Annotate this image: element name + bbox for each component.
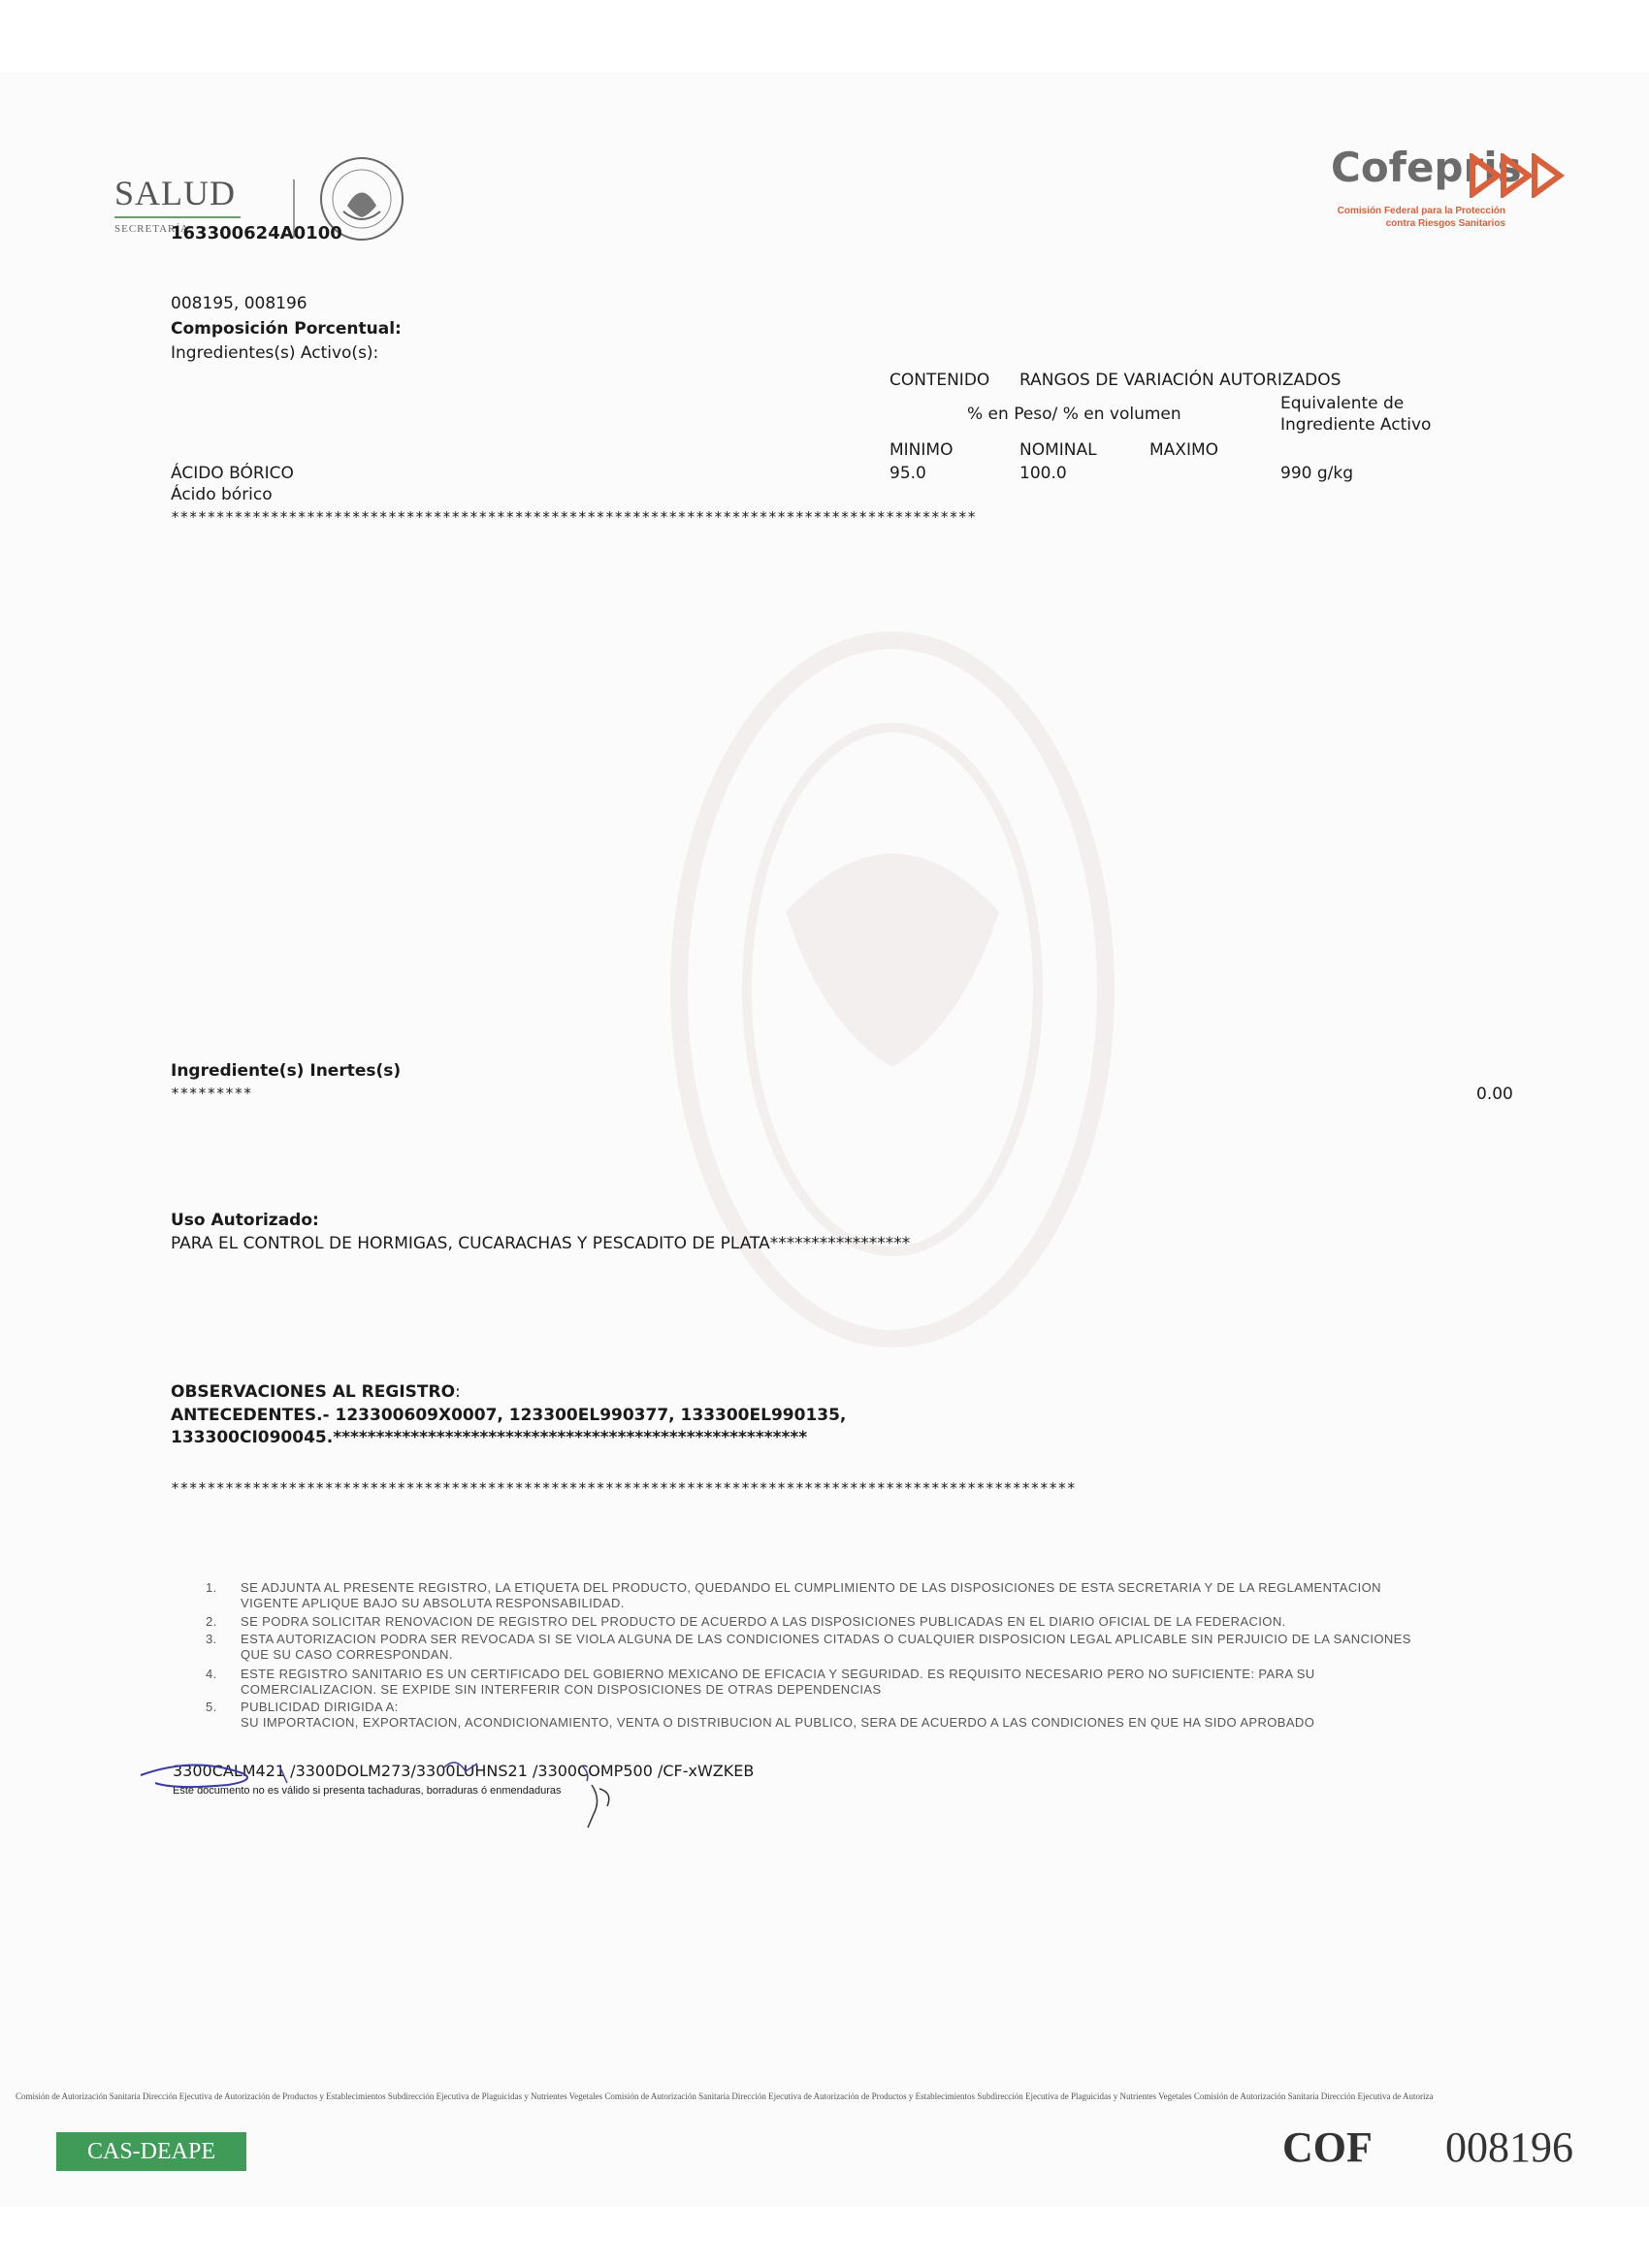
antecedentes-line-1: ANTECEDENTES.- 123300609X0007, 123300EL990377, 133300EL990135,: [171, 1406, 847, 1425]
note-number: 4.: [206, 1667, 217, 1681]
note-line: ESTE REGISTRO SANITARIO ES UN CERTIFICADO DEL GOBIERNO MEXICANO DE EFICACIA Y SEGURIDAD. ES REQUISITO NECESARIO PERO NO SUFICIENTE: PARA SU: [241, 1667, 1315, 1681]
ingredient-nominal: 100.0: [1019, 464, 1067, 483]
authorization-codes: 3300CALM421 /3300DOLM273/3300LUHNS21 /3300COMP500 /CF-xWZKEB: [173, 1762, 755, 1780]
note-line: PUBLICIDAD DIRIGIDA A:: [241, 1700, 399, 1714]
col-equivalente-2: Ingrediente Activo: [1280, 415, 1432, 435]
composicion-title: Composición Porcentual:: [171, 319, 402, 339]
page-top-margin: [0, 0, 1649, 73]
validity-note: Este documento no es válido si presenta tachaduras, borraduras ó enmendaduras: [173, 1785, 562, 1797]
ingredient-minimo: 95.0: [889, 464, 926, 483]
note-number: 1.: [206, 1580, 217, 1595]
note-line: QUE SU CASO CORRESPONDAN.: [241, 1647, 453, 1662]
registro-code: 163300624A0100: [171, 223, 342, 243]
page-bottom-margin: [0, 2207, 1649, 2268]
col-nominal: NOMINAL: [1019, 440, 1097, 460]
uso-text: PARA EL CONTROL DE HORMIGAS, CUCARACHAS Y PESCADITO DE PLATA*****************: [171, 1234, 911, 1253]
col-maximo: MAXIMO: [1149, 440, 1219, 460]
handwritten-signature-icon: [136, 1746, 679, 1833]
cof-label: COF: [1282, 2123, 1373, 2171]
cofepris-arrows-icon: [1469, 153, 1587, 198]
col-rangos: RANGOS DE VARIACIÓN AUTORIZADOS: [1019, 371, 1342, 390]
note-line: SE ADJUNTA AL PRESENTE REGISTRO, LA ETIQUETA DEL PRODUCTO, QUEDANDO EL CUMPLIMIENTO DE LAS DISPOSICIONES DE ESTA SECRETARIA Y DE LA REGLAMENTACION: [241, 1580, 1381, 1595]
ingredient-equivalente: 990 g/kg: [1280, 464, 1354, 483]
note-line: SE PODRA SOLICITAR RENOVACION DE REGISTRO DEL PRODUCTO DE ACUERDO A LAS DISPOSICIONES PUBLICADAS EN EL DIARIO OFICIAL DE LA FEDERACION.: [241, 1614, 1286, 1629]
note-line: VIGENTE APLIQUE BAJO SU ABSOLUTA RESPONSABILIDAD.: [241, 1596, 625, 1610]
note-line: SU IMPORTACION, EXPORTACION, ACONDICIONAMIENTO, VENTA O DISTRIBUCION AL PUBLICO, SERA DE ACUERDO A LAS CONDICIONES EN QUE HA SIDO APROBADO: [241, 1715, 1315, 1730]
cofepris-logo-text: Cofepris: [1331, 144, 1522, 191]
activos-label: Ingredientes(s) Activo(s):: [171, 343, 379, 363]
inertes-value: 0.00: [1476, 1085, 1513, 1104]
observaciones-title-text: OBSERVACIONES AL REGISTRO: [171, 1382, 456, 1402]
col-minimo: MINIMO: [889, 440, 954, 460]
inertes-title: Ingrediente(s) Inertes(s): [171, 1061, 402, 1081]
col-equivalente-1: Equivalente de: [1280, 394, 1405, 413]
note-number: 5.: [206, 1700, 217, 1714]
observaciones-colon: :: [455, 1382, 461, 1402]
secretaria-label: SECRETARÍA: [114, 223, 189, 235]
cofepris-subtitle-2: contra Riesgos Sanitarios: [1385, 218, 1505, 229]
inertes-stars: *********: [171, 1085, 252, 1102]
note-number: 3.: [206, 1632, 217, 1646]
document-ids: 008195, 008196: [171, 294, 307, 313]
note-number: 2.: [206, 1614, 217, 1629]
col-contenido: CONTENIDO: [889, 371, 990, 390]
note-line: COMERCIALIZACION. SE EXPIDE SIN INTERFERIR CON DISPOSICIONES DE OTRAS DEPENDENCIAS: [241, 1682, 882, 1697]
salud-underline: [114, 216, 241, 218]
ingredient-subname: Ácido bórico: [171, 485, 273, 504]
cof-number: 008196: [1445, 2123, 1573, 2171]
col-peso: % en Peso/ % en volumen: [967, 405, 1181, 424]
cas-deape-badge: CAS-DEAPE: [56, 2132, 246, 2171]
observaciones-stars-line: ****************************************************************************************************: [171, 1479, 1077, 1497]
note-line: ESTA AUTORIZACION PODRA SER REVOCADA SI SE VIOLA ALGUNA DE LAS CONDICIONES CITADAS O CUALQUIER DISPOSICION LEGAL APLICABLE SIN PERJUICIO DE LA SANCIONES: [241, 1632, 1411, 1646]
composicion-stars-line: *****************************************************************************************: [171, 508, 977, 526]
salud-logo-text: SALUD: [114, 174, 237, 212]
cofepris-subtitle-1: Comisión Federal para la Protección: [1337, 206, 1505, 216]
ingredient-name: ÁCIDO BÓRICO: [171, 464, 294, 483]
observaciones-title: [171, 1382, 461, 1402]
footer-repeating-strip: Comisión de Autorización Sanitaria Dirección Ejecutiva de Autorización de Productos y Establecimientos Subdirección Ejecutiva de Plaguicidas y Nutrientes Vegetales Comisión de Autorización Sanitaria Dirección Ejecutiva de Autorización de Productos y Establecimientos Subdirección Ejecutiva de Plaguicidas y Nutrientes Vegetales Comisión de Autorización Sanitaria Dirección Ejecutiva de Autoriza: [16, 2091, 1434, 2101]
uso-title: Uso Autorizado:: [171, 1211, 319, 1230]
antecedentes-line-2: 133300CI090045.*******************************************************: [171, 1428, 808, 1447]
